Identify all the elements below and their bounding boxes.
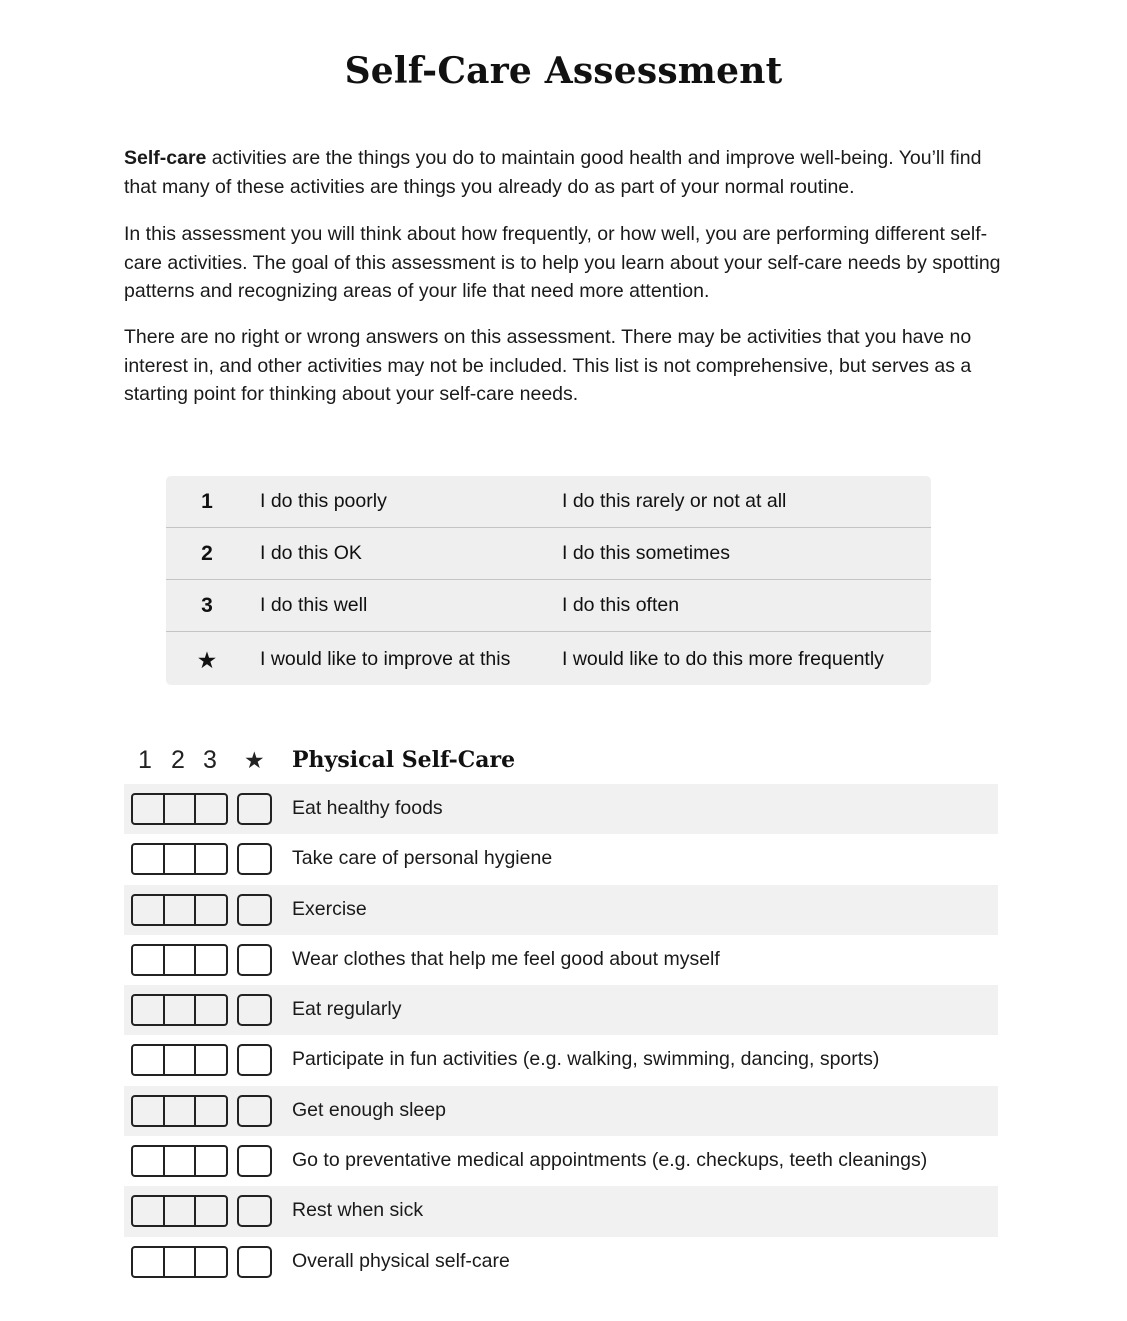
rating-checkboxes[interactable]: [131, 994, 228, 1026]
legend-key: 3: [201, 594, 213, 617]
list-item: [124, 1136, 998, 1186]
rating-checkboxes[interactable]: [131, 1044, 228, 1076]
item-label: Eat regularly: [292, 998, 402, 1021]
column-header-1: 1: [138, 746, 152, 774]
improve-checkbox[interactable]: [237, 994, 272, 1026]
improve-checkbox[interactable]: [237, 944, 272, 976]
legend-quality: I do this poorly: [260, 490, 387, 512]
item-label: Eat healthy foods: [292, 797, 443, 819]
item-label: Overall physical self-care: [292, 1249, 510, 1272]
item-label: Exercise: [292, 897, 367, 920]
list-item: [124, 1035, 998, 1085]
improve-checkbox[interactable]: [237, 1246, 272, 1278]
legend-key: 1: [201, 490, 213, 513]
rating-checkboxes[interactable]: [131, 944, 228, 976]
rating-checkboxes[interactable]: [131, 793, 228, 825]
legend-quality: I would like to improve at this: [260, 648, 511, 670]
rating-checkboxes[interactable]: [131, 1195, 228, 1227]
item-label: Wear clothes that help me feel good about myself: [292, 947, 720, 970]
legend-frequency: I do this sometimes: [562, 542, 730, 564]
list-item: [124, 1086, 998, 1136]
legend-frequency: I do this rarely or not at all: [562, 490, 787, 512]
list-item: [124, 1186, 998, 1236]
item-label: Get enough sleep: [292, 1098, 446, 1121]
improve-checkbox[interactable]: [237, 1095, 272, 1127]
list-item: [124, 784, 998, 834]
rating-checkboxes[interactable]: [131, 894, 228, 926]
improve-checkbox[interactable]: [237, 894, 272, 926]
star-icon: ★: [244, 747, 265, 773]
list-item: [124, 985, 998, 1035]
intro-paragraph-1: [124, 144, 1004, 201]
page-title: Self-Care Assessment: [344, 50, 783, 92]
legend-row-star: [166, 631, 931, 685]
intro-paragraph-3: There are no right or wrong answers on this assessment. There may be activities that you have no interest in, and other activities may not be included. This list is not comprehensive, but serves as a starting point for thinking about your self-care needs.: [124, 326, 972, 405]
star-icon: ★: [198, 650, 216, 672]
intro-paragraph-2: In this assessment you will think about how frequently, or how well, you are performing different self-care activities. The goal of this assessment is to help you learn about your self-care needs by spotting patterns and recognizing areas of your life that need more attention.: [124, 223, 1001, 302]
legend-quality: I do this well: [260, 594, 368, 616]
list-item: [124, 935, 998, 985]
list-item: [124, 885, 998, 935]
rating-checkboxes[interactable]: [131, 1246, 228, 1278]
legend-key: 2: [201, 542, 213, 565]
legend-row-3: [166, 579, 931, 631]
list-item: [124, 834, 998, 884]
list-item: [124, 1237, 998, 1287]
improve-checkbox[interactable]: [237, 1195, 272, 1227]
improve-checkbox[interactable]: [237, 1044, 272, 1076]
improve-checkbox[interactable]: [237, 1145, 272, 1177]
column-header-2: 2: [171, 746, 185, 774]
improve-checkbox[interactable]: [237, 843, 272, 875]
section-title: Physical Self-Care: [292, 747, 516, 773]
item-label: Rest when sick: [292, 1199, 424, 1222]
item-label: Go to preventative medical appointments (e.g. checkups, teeth cleanings): [292, 1149, 928, 1172]
improve-checkbox[interactable]: [237, 793, 272, 825]
rating-checkboxes[interactable]: [131, 1145, 228, 1177]
intro-paragraph-1-text: activities are the things you do to maintain good health and improve well-being. You’ll find that many of these activities are things you already do as part of your normal routine.: [124, 147, 982, 198]
legend-row-1: [166, 476, 931, 528]
item-label: Participate in fun activities (e.g. walking, swimming, dancing, sports): [292, 1048, 880, 1071]
column-header-3: 3: [203, 746, 217, 774]
self-care-term: Self-care: [124, 147, 207, 169]
item-label: Take care of personal hygiene: [292, 847, 553, 870]
legend-frequency: I would like to do this more frequently: [562, 648, 884, 670]
rating-legend: [166, 476, 931, 685]
legend-frequency: I do this often: [562, 594, 680, 616]
legend-quality: I do this OK: [260, 542, 362, 564]
rating-checkboxes[interactable]: [131, 1095, 228, 1127]
rating-checkboxes[interactable]: [131, 843, 228, 875]
physical-self-care-list: [124, 784, 998, 1287]
legend-row-2: [166, 527, 931, 579]
